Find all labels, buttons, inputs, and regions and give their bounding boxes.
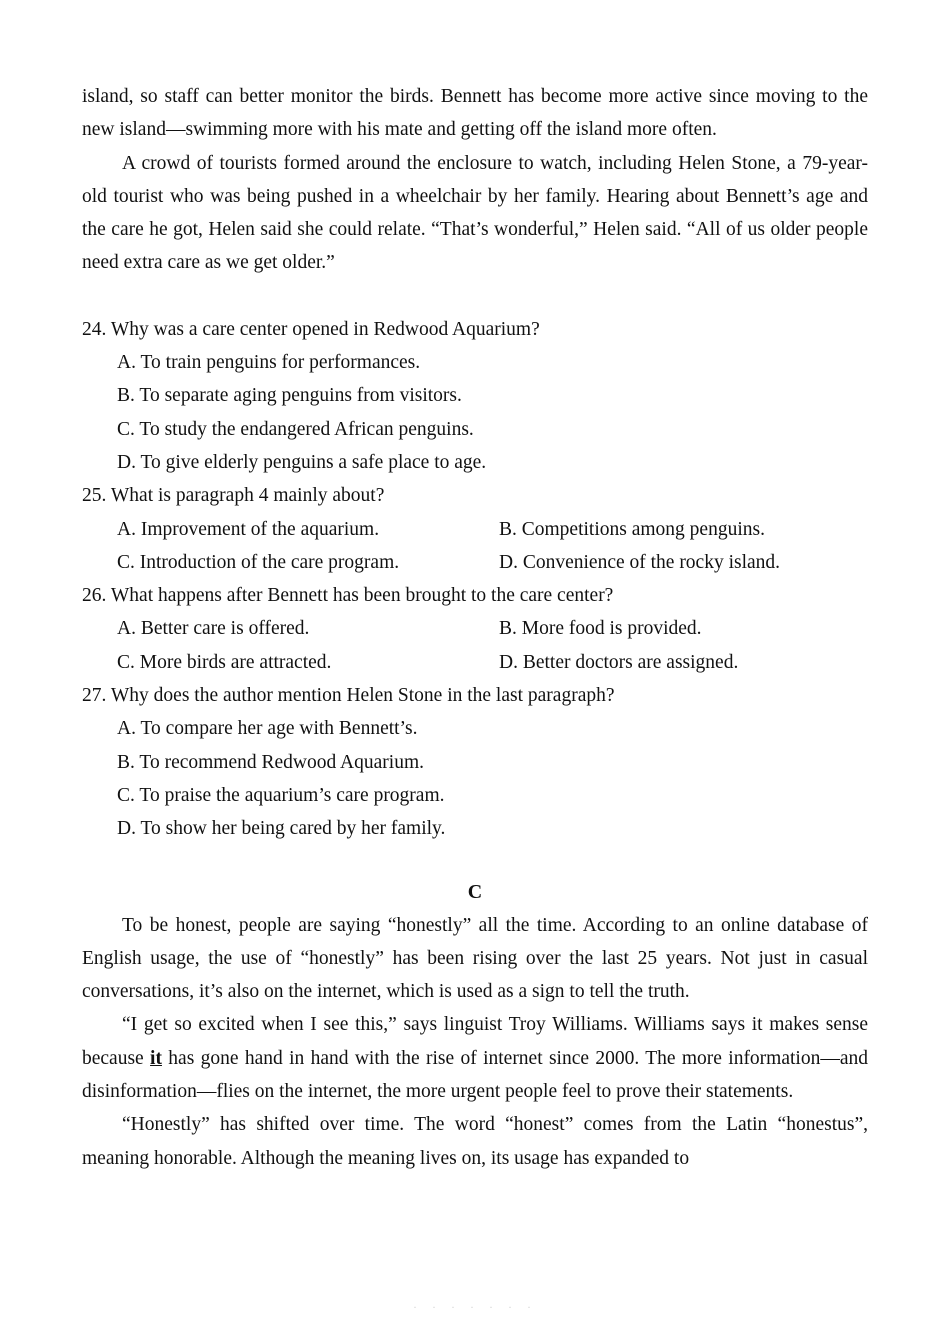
question-25	[82, 479, 868, 579]
question-24	[82, 313, 868, 479]
question-stem: 26. What happens after Bennett has been brought to the care center?	[82, 585, 614, 607]
question-27	[82, 679, 868, 845]
passage-c-paragraph: To be honest, people are saying “honestly” all the time. According to an online database of English usage, the use of “honestly” has been rising over the last 25 years. Not just in casual conversations, it’s also on the internet, which is used as a sign to tell the truth.	[82, 914, 868, 1003]
question-stem: 27. Why does the author mention Helen Stone in the last paragraph?	[82, 685, 615, 707]
paragraph-text: has gone hand in hand with the rise of internet since 2000. The more information—and disinformation—flies on the internet, the more urgent people feel to prove their statements.	[82, 1047, 868, 1103]
option-a[interactable]: A. Improvement of the aquarium.	[117, 518, 380, 540]
option-b[interactable]: B. To separate aging penguins from visitors.	[117, 385, 462, 407]
question-26	[82, 579, 868, 679]
option-a[interactable]: A. Better care is offered.	[117, 618, 310, 640]
options-grid	[82, 513, 868, 580]
faint-footer-mark: · · · · · · ·	[413, 1300, 537, 1314]
paragraph-text: “I get so excited when I see this,” says linguist Troy Williams. Williams says it makes sense because	[82, 1014, 868, 1069]
option-b[interactable]: B. Competitions among penguins.	[499, 518, 765, 540]
option-d[interactable]: D. Convenience of the rocky island.	[499, 551, 781, 573]
question-stem: 25. What is paragraph 4 mainly about?	[82, 485, 385, 507]
passage-c-paragraph	[82, 1008, 868, 1108]
option-b[interactable]: B. To recommend Redwood Aquarium.	[117, 751, 424, 773]
passage-b-ending	[82, 80, 868, 280]
option-d[interactable]: D. To show her being cared by her family.	[117, 818, 446, 840]
option-c[interactable]: C. To study the endangered African penguins.	[117, 418, 474, 440]
options-list	[82, 712, 868, 845]
question-stem: 24. Why was a care center opened in Redwood Aquarium?	[82, 318, 540, 340]
option-d[interactable]: D. To give elderly penguins a safe place to age.	[117, 451, 487, 473]
underlined-word-it: it	[150, 1047, 162, 1069]
option-c[interactable]: C. Introduction of the care program.	[117, 551, 400, 573]
option-b[interactable]: B. More food is provided.	[499, 618, 702, 640]
option-c[interactable]: C. To praise the aquarium’s care program.	[117, 784, 445, 806]
section-heading-c: C	[467, 880, 483, 903]
passage-c-paragraph: “Honestly” has shifted over time. The word “honest” comes from the Latin “honestus”, meaning honorable. Although the meaning lives on, its usage has expanded to	[82, 1114, 868, 1169]
passage-c	[82, 909, 868, 1175]
options-list	[82, 346, 868, 479]
options-grid	[82, 612, 868, 679]
option-c[interactable]: C. More birds are attracted.	[117, 651, 332, 673]
option-a[interactable]: A. To train penguins for performances.	[117, 352, 421, 374]
option-a[interactable]: A. To compare her age with Bennett’s.	[117, 718, 418, 740]
passage-b-paragraph: island, so staff can better monitor the birds. Bennett has become more active since moving to the new island—swimming more with his mate and getting off the island more often.	[82, 86, 868, 141]
passage-b-paragraph: A crowd of tourists formed around the enclosure to watch, including Helen Stone, a 79-year-old tourist who was being pushed in a wheelchair by her family. Hearing about Bennett’s age and the care he got, Helen said she could relate. “That’s wonderful,” Helen said. “All of us older people need extra care as we get older.”	[82, 152, 868, 274]
option-d[interactable]: D. Better doctors are assigned.	[499, 651, 739, 673]
